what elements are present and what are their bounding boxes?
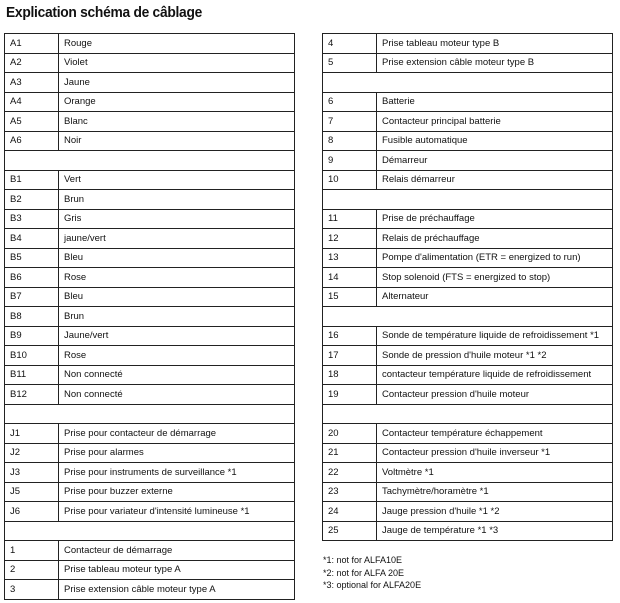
row-description: Rouge [59,34,295,54]
row-description: Brun [59,190,295,210]
right-legend-table [322,33,613,541]
row-code: B12 [5,385,59,405]
table-row [5,170,295,190]
row-description: Blanc [59,112,295,132]
row-code: A1 [5,34,59,54]
row-description: Vert [59,170,295,190]
row-description: Tachymètre/horamètre *1 [377,482,613,502]
table-row [5,443,295,463]
table-row [5,346,295,366]
row-code: 3 [5,580,59,600]
row-code: J1 [5,424,59,444]
row-code: B5 [5,248,59,268]
row-description: Orange [59,92,295,112]
table-row [323,385,613,405]
spacer-row [323,73,613,93]
row-code: B7 [5,287,59,307]
row-code [5,404,295,424]
table-row [5,92,295,112]
row-code: B6 [5,268,59,288]
table-row [5,190,295,210]
table-row [5,424,295,444]
table-row [5,541,295,561]
row-code: 13 [323,248,377,268]
row-description: Jaune [59,73,295,93]
row-code: J6 [5,502,59,522]
table-row [323,229,613,249]
row-description: Prise pour alarmes [59,443,295,463]
row-description: Fusible automatique [377,131,613,151]
row-description: Gris [59,209,295,229]
row-description: Contacteur température échappement [377,424,613,444]
row-code: 10 [323,170,377,190]
row-code: B10 [5,346,59,366]
row-description: Contacteur pression d'huile moteur [377,385,613,405]
row-code: J5 [5,482,59,502]
row-description: Contacteur principal batterie [377,112,613,132]
row-description: Stop solenoid (FTS = energized to stop) [377,268,613,288]
row-code: A4 [5,92,59,112]
table-row [323,268,613,288]
table-row [5,463,295,483]
row-code: 6 [323,92,377,112]
table-row [323,112,613,132]
row-description: jaune/vert [59,229,295,249]
row-code: A2 [5,53,59,73]
row-description: Jauge de température *1 *3 [377,521,613,541]
spacer-row [323,307,613,327]
row-description: Brun [59,307,295,327]
table-row [5,248,295,268]
row-code: A6 [5,131,59,151]
table-row [5,209,295,229]
row-code: 16 [323,326,377,346]
row-code: B8 [5,307,59,327]
row-code: A3 [5,73,59,93]
table-row [5,112,295,132]
row-code: B4 [5,229,59,249]
row-code: B2 [5,190,59,210]
row-code: J3 [5,463,59,483]
row-description: Rose [59,268,295,288]
row-description: Bleu [59,287,295,307]
table-row [323,34,613,54]
row-description: Batterie [377,92,613,112]
table-row [323,248,613,268]
row-description: Prise pour instruments de surveillance *1 [59,463,295,483]
row-description: Prise extension câble moteur type B [377,53,613,73]
row-description: Non connecté [59,385,295,405]
table-row [5,365,295,385]
row-code: 22 [323,463,377,483]
row-code: 15 [323,287,377,307]
table-row [323,346,613,366]
table-row [5,560,295,580]
table-row [323,365,613,385]
row-description: Prise de préchauffage [377,209,613,229]
row-code [323,190,613,210]
row-code: 25 [323,521,377,541]
row-description: Prise tableau moteur type A [59,560,295,580]
table-row [5,34,295,54]
row-code: 24 [323,502,377,522]
row-description: Jaune/vert [59,326,295,346]
spacer-row [5,151,295,171]
table-row [5,482,295,502]
row-code [323,404,613,424]
row-code: 21 [323,443,377,463]
table-row [323,92,613,112]
row-description: Jauge pression d'huile *1 *2 [377,502,613,522]
table-row [5,307,295,327]
row-description: Prise extension câble moteur type A [59,580,295,600]
row-code: J2 [5,443,59,463]
spacer-row [323,404,613,424]
row-description: contacteur température liquide de refroidissement [377,365,613,385]
table-row [323,502,613,522]
row-code: 5 [323,53,377,73]
row-description: Voltmètre *1 [377,463,613,483]
row-code: 17 [323,346,377,366]
table-row [5,268,295,288]
row-description: Bleu [59,248,295,268]
table-row [323,521,613,541]
row-description: Alternateur [377,287,613,307]
row-code: B9 [5,326,59,346]
row-description: Sonde de pression d'huile moteur *1 *2 [377,346,613,366]
row-code: 14 [323,268,377,288]
row-description: Non connecté [59,365,295,385]
row-code: B1 [5,170,59,190]
table-row [323,424,613,444]
table-row [323,326,613,346]
row-code [323,307,613,327]
row-code: 8 [323,131,377,151]
spacer-row [5,521,295,541]
row-code: A5 [5,112,59,132]
row-description: Relais de préchauffage [377,229,613,249]
table-row [5,131,295,151]
row-code: 20 [323,424,377,444]
row-code: 12 [323,229,377,249]
spacer-row [323,190,613,210]
table-row [323,443,613,463]
table-row [5,580,295,600]
table-row [323,287,613,307]
footnote: *2: not for ALFA 20E [323,567,405,578]
row-code: 9 [323,151,377,171]
footnote: *3: optional for ALFA20E [323,580,422,590]
row-description: Pompe d'alimentation (ETR = energized to run) [377,248,613,268]
row-code: B11 [5,365,59,385]
row-code: 19 [323,385,377,405]
footnotes [323,554,421,592]
table-row [5,229,295,249]
row-description: Prise pour buzzer externe [59,482,295,502]
row-description: Relais démarreur [377,170,613,190]
row-description: Démarreur [377,151,613,171]
table-row [5,326,295,346]
row-code: 11 [323,209,377,229]
row-code: 7 [323,112,377,132]
row-description: Contacteur pression d'huile inverseur *1 [377,443,613,463]
table-row [323,209,613,229]
left-legend-table [4,33,295,600]
table-row [323,463,613,483]
spacer-row [5,404,295,424]
page-title: Explication schéma de câblage [6,4,203,21]
footnote: *1: not for ALFA10E [323,555,403,565]
row-description: Prise pour variateur d'intensité lumineuse *1 [59,502,295,522]
row-code: 1 [5,541,59,561]
table-row [5,73,295,93]
row-description: Noir [59,131,295,151]
row-code: B3 [5,209,59,229]
row-description: Rose [59,346,295,366]
row-code: 18 [323,365,377,385]
row-code [5,151,295,171]
row-description: Contacteur de démarrage [59,541,295,561]
row-description: Sonde de température liquide de refroidissement *1 [377,326,613,346]
row-code [323,73,613,93]
row-code [5,521,295,541]
table-row [323,53,613,73]
table-row [323,482,613,502]
table-row [323,131,613,151]
table-row [5,287,295,307]
row-code: 2 [5,560,59,580]
row-code: 4 [323,34,377,54]
row-code: 23 [323,482,377,502]
table-row [323,151,613,171]
table-row [323,170,613,190]
row-description: Violet [59,53,295,73]
table-row [5,53,295,73]
table-row [5,385,295,405]
row-description: Prise pour contacteur de démarrage [59,424,295,444]
table-row [5,502,295,522]
row-description: Prise tableau moteur type B [377,34,613,54]
